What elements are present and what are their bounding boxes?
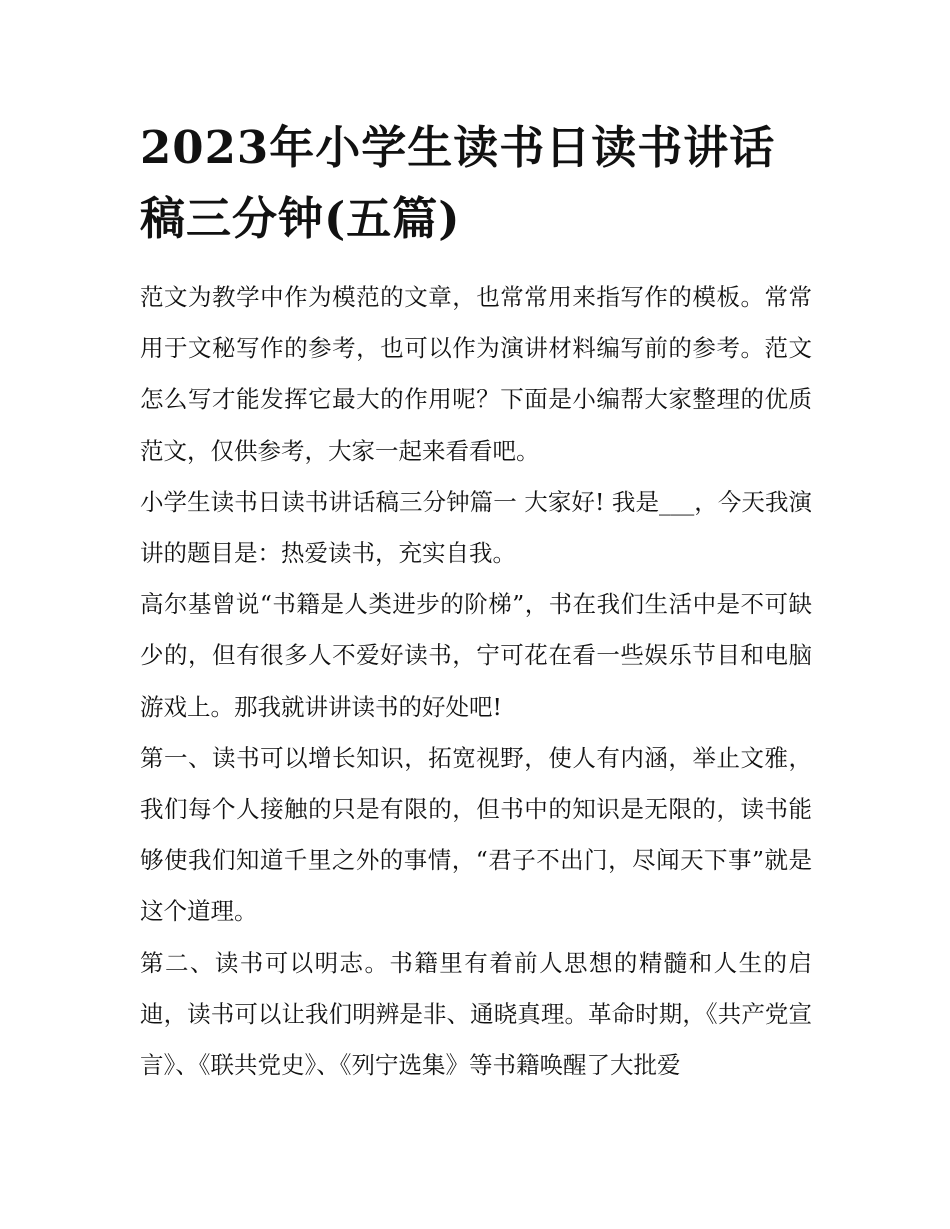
document-title: 2023年小学生读书日读书讲话稿三分钟(五篇)	[140, 121, 776, 245]
intro-paragraph: 范文为教学中作为模范的文章，也常常用来指写作的模板。常常用于文秘写作的参考，也可以作为演讲材料编写前的参考。范文怎么写才能发挥它最大的作用呢？下面是小编帮大家整理的优质范文，仅供参考，大家一起来看看吧。	[140, 283, 812, 465]
first-point-paragraph: 第一、读书可以增长知识，拓宽视野，使人有内涵，举止文雅，我们每个人接触的只是有限的，但书中的知识是无限的，读书能够使我们知道千里之外的事情，“君子不出门，尽闻天下事”就是这个道理。	[140, 743, 812, 926]
document-body	[140, 112, 812, 1091]
second-point-paragraph: 第二、读书可以明志。书籍里有着前人思想的精髓和人生的启迪，读书可以让我们明辨是非、通晓真理。革命时期，《共产党宣言》、《联共党史》、《列宁选集》等书籍唤醒了大批爱	[140, 948, 812, 1080]
gorky-quote-paragraph: 高尔基曾说“书籍是人类进步的阶梯”，书在我们生活中是不可缺少的，但有很多人不爱好读书，宁可花在看一些娱乐节目和电脑游戏上。那我就讲讲读书的好处吧!	[140, 590, 812, 721]
speech-opening-paragraph: 小学生读书日读书讲话稿三分钟篇一 大家好! 我是___，今天我演讲的题目是：热爱读书，充实自我。	[140, 487, 812, 568]
